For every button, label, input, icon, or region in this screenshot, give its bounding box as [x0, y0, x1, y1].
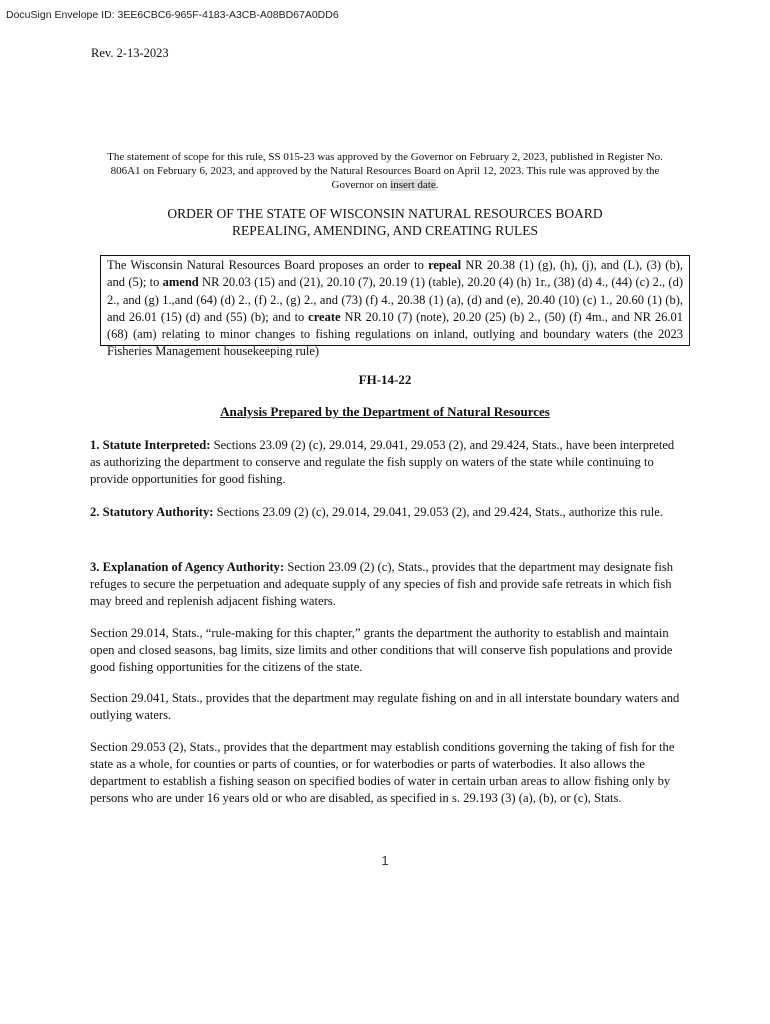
paragraph-29-041: Section 29.041, Stats., provides that the department may regulate fishing on and in all interstate boundary waters and outlying waters.: [90, 691, 680, 722]
scope-statement: [92, 150, 678, 192]
docket-number: FH-14-22: [358, 372, 412, 387]
order-title-line2: REPEALING, AMENDING, AND CREATING RULES: [232, 223, 538, 238]
section-label: 2. Statutory Authority:: [90, 505, 214, 519]
paragraph-29-053: Section 29.053 (2), Stats., provides that the department may establish conditions governing the taking of fish for the state as a whole, for counties or parts of counties, or for waterbodies or parts of waterbodies. It also allows the department to establish a fishing season on specified bodies of water in certain urban areas to allow fishing only by persons who are under 16 years old or who are disabled, as specified in s. 29.193 (3) (a), (b), or (c), Stats.: [90, 740, 675, 805]
summary-text: NR 20.10 (7) (note), 20.20 (25) (b) 2., (50) (f) 4m., and NR 26.01 (68) (am) relating to minor changes to fishing regulations on inland, outlying and boundary waters (the 2023 Fisheries Management housekeeping rule): [107, 309, 683, 359]
summary-text: NR 20.38 (1) (g), (h), (j), and (L), (3) (b), and (5); to: [107, 258, 683, 290]
order-title-line1: ORDER OF THE STATE OF WISCONSIN NATURAL RESOURCES BOARD: [167, 206, 603, 221]
section-statute-interpreted: [90, 437, 682, 488]
section-agency-authority: [90, 559, 682, 610]
page-number: 1: [381, 853, 389, 868]
docusign-envelope-id: DocuSign Envelope ID: 3EE6CBC6-965F-4183-A3CB-A08BD67A0DD6: [6, 9, 339, 21]
summary-text: The Wisconsin Natural Resources Board proposes an order to: [107, 258, 429, 272]
order-summary-box: [100, 255, 690, 359]
scope-text: The statement of scope for this rule, SS 015-23 was approved by the Governor on February 2, 2023, published in Register No. 806A1 on February 6, 2023, and approved by the Natural Resources Board on April 12, 2023. This rule was approved by the Governor on: [107, 151, 663, 191]
insert-date-placeholder[interactable]: insert date: [390, 179, 436, 191]
section-label: 1. Statute Interpreted:: [90, 438, 211, 452]
keyword-create: create: [308, 309, 341, 324]
summary-text: NR 20.03 (15) and (21), 20.10 (7), 20.19 (1) (table), 20.20 (4) (h) 1r., (38) (d) 4., (44) (c) 2., (d) 2., and (g) 1.,and (64) (d) 2., (f) 2., (g) 2., and (73) (f) 4., 20.38 (1) (a), (d) and (e), 20.40 (10) (c) 1., 20.60 (1) (b), and 26.01 (15) (d) and (55) (b); and to: [107, 275, 683, 324]
keyword-repeal: repeal: [428, 258, 462, 272]
section-text: Section 23.09 (2) (c), Stats., provides that the department may designate fish refuges to secure the perpetuation and adequate supply of any species of fish and provide safe retreats in which fish may breed and replenish adjacent fishing waters.: [90, 560, 674, 608]
section-text: Sections 23.09 (2) (c), 29.014, 29.041, 29.053 (2), and 29.424, Stats., have been interpreted as authorizing the department to conserve and regulate the fish supply on waters of the state while continuing to provide opportunities for good fishing.: [90, 438, 675, 486]
scope-text-end: .: [435, 179, 439, 191]
section-statutory-authority: [90, 503, 682, 522]
section-text: Sections 23.09 (2) (c), 29.014, 29.041, 29.053 (2), and 29.424, Stats., authorize this rule.: [213, 505, 663, 519]
paragraph-29-014: Section 29.014, Stats., “rule-making for this chapter,” grants the department the authority to establish and maintain open and closed seasons, bag limits, size limits and other conditions that will conserve fish populations and provide good fishing opportunities for the citizens of the state.: [90, 626, 673, 674]
section-label: 3. Explanation of Agency Authority:: [90, 560, 285, 574]
analysis-heading: Analysis Prepared by the Department of Natural Resources: [220, 404, 550, 419]
order-title: [100, 205, 670, 239]
revision-date: Rev. 2-13-2023: [91, 46, 169, 60]
keyword-amend: amend: [162, 275, 199, 290]
